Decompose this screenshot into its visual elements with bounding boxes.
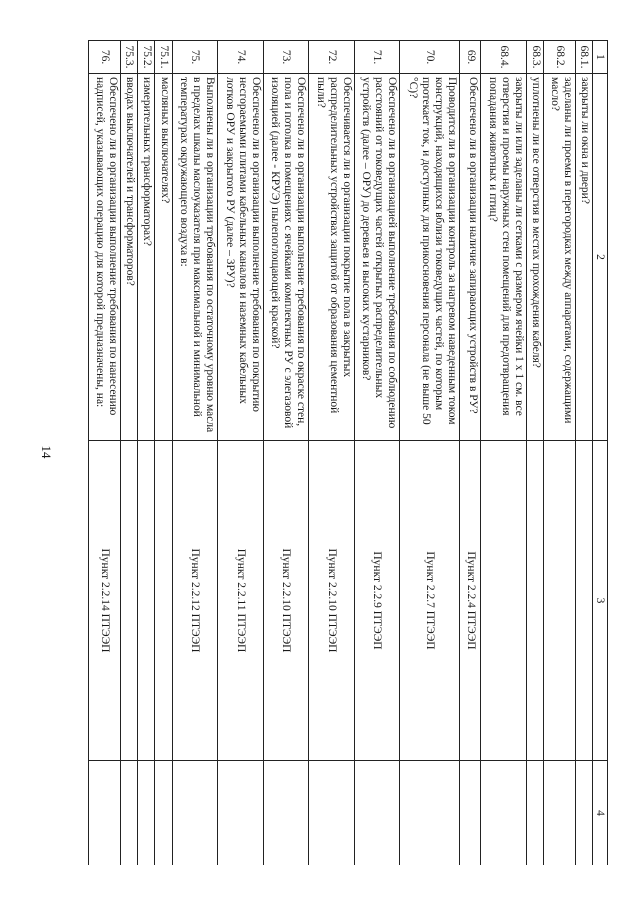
row-number: 68.2.: [544, 41, 575, 74]
row-number: 73.: [263, 41, 309, 74]
row-number: 68.3.: [526, 41, 543, 74]
row-question: Обеспечено ли в организации наличие запирающих устройств в РУ?: [459, 74, 481, 441]
table-container: [88, 40, 608, 865]
row-question: Обеспечено ли в организацией выполнение требования по соблюдению расстояний от токоведущих частей открытых распределительных устройств (далее – ОРУ) до деревьев и высоких кустарников?: [354, 74, 400, 441]
row-reference: Пункт 2.2.7 ПТЭЭП: [400, 441, 460, 761]
page-number: 14: [39, 445, 54, 459]
row-number: 69.: [459, 41, 481, 74]
row-note: [459, 761, 481, 866]
row-question: уплотнены ли все отверстия в местах прохождения кабеля?: [526, 74, 543, 441]
row-reference: Пункт 2.2.4 ПТЭЭП: [459, 441, 481, 761]
row-number: 68.1.: [575, 41, 592, 74]
table-body: [89, 41, 593, 866]
checklist-table: [88, 40, 608, 865]
table-row: [218, 41, 264, 866]
row-number: 75.2.: [137, 41, 154, 74]
header-col-1: 1: [593, 41, 608, 74]
row-question: закрыты ли окна и двери?: [575, 74, 592, 441]
table-row: [481, 41, 527, 866]
row-question: Обеспечено ли в организации выполнение требования по нанесению надписей, указывающих операцию для которой предназначены, на:: [89, 74, 121, 441]
table-row: [263, 41, 309, 866]
row-question: измерительных трансформаторах?: [137, 74, 154, 441]
row-note: [526, 761, 543, 866]
row-number: 72.: [309, 41, 355, 74]
row-question: закрыты ли или заделаны ли сетками с размером ячейки 1 х 1 см. все отверстия и проемы наружных стен помещений для предотвращения попадания животных и птиц?: [481, 74, 527, 441]
row-number: 71.: [354, 41, 400, 74]
row-note: [309, 761, 355, 866]
row-reference: Пункт 2.2.11 ПТЭЭП: [218, 441, 264, 761]
row-question: Обеспечивается ли в организации покрытие пола в закрытых распределительных устройствах защитой от образования цементной пыли?: [309, 74, 355, 441]
row-reference: [137, 441, 154, 761]
row-reference: Пункт 2.2.14 ПТЭЭП: [89, 441, 121, 761]
row-question: Обеспечено ли в организации выполнение требования по окраске стен, пола и потолка в помещениях с ячейками комплектных РУ с элегазовой изоляцией (далее - КРУЭ) пылепоглощающей краской?: [263, 74, 309, 441]
row-question: Проводится ли в организации контроль за нагревом наведенным током конструкций, находящихся вблизи токоведущих частей, по которым протекает ток, и доступных для прикосновения персонала (не выше 50 °С)?: [400, 74, 460, 441]
row-reference: [155, 441, 172, 761]
table-row: [526, 41, 543, 866]
row-reference: [575, 441, 592, 761]
table-row: [354, 41, 400, 866]
header-col-2: 2: [593, 74, 608, 441]
row-note: [263, 761, 309, 866]
row-reference: Пункт 2.2.12 ПТЭЭП: [172, 441, 218, 761]
row-number: 70.: [400, 41, 460, 74]
table-row: [400, 41, 460, 866]
header-col-3: 3: [593, 441, 608, 761]
row-note: [172, 761, 218, 866]
table-row: [172, 41, 218, 866]
table-row: [575, 41, 592, 866]
row-note: [575, 761, 592, 866]
row-question: Выполнены ли в организации требования по остаточному уровню масла в пределах шкалы маслоуказателя при максимальной и минимальной температурах окружающего воздуха в:: [172, 74, 218, 441]
row-number: 75.3.: [120, 41, 137, 74]
row-note: [137, 761, 154, 866]
table-row: [155, 41, 172, 866]
row-reference: Пункт 2.2.9 ПТЭЭП: [354, 441, 400, 761]
row-number: 76.: [89, 41, 121, 74]
row-note: [481, 761, 527, 866]
row-note: [155, 761, 172, 866]
table-row: [459, 41, 481, 866]
row-question: Обеспечено ли в организации выполнение требования по покрытию несгораемыми плитами кабельных каналов и наземных кабельных лотков ОРУ и закрытого РУ (далее – ЗРУ)?: [218, 74, 264, 441]
header-row: [593, 41, 608, 866]
row-note: [400, 761, 460, 866]
row-note: [218, 761, 264, 866]
table-row: [89, 41, 121, 866]
row-question: вводах выключателей и трансформаторов?: [120, 74, 137, 441]
row-number: 74.: [218, 41, 264, 74]
row-note: [544, 761, 575, 866]
row-reference: [526, 441, 543, 761]
row-reference: [481, 441, 527, 761]
row-note: [120, 761, 137, 866]
rotated-table-wrapper: [88, 40, 608, 865]
row-number: 75.: [172, 41, 218, 74]
row-note: [89, 761, 121, 866]
table-row: [137, 41, 154, 866]
row-number: 68.4.: [481, 41, 527, 74]
row-question: масляных выключателях?: [155, 74, 172, 441]
row-note: [354, 761, 400, 866]
row-reference: [544, 441, 575, 761]
row-question: заделаны ли проемы в перегородках между аппаратами, содержащими масло?: [544, 74, 575, 441]
row-number: 75.1.: [155, 41, 172, 74]
table-row: [309, 41, 355, 866]
row-reference: [120, 441, 137, 761]
row-reference: Пункт 2.2.10 ПТЭЭП: [309, 441, 355, 761]
row-reference: Пункт 2.2.10 ПТЭЭП: [263, 441, 309, 761]
table-row: [120, 41, 137, 866]
table-row: [544, 41, 575, 866]
header-col-4: 4: [593, 761, 608, 866]
